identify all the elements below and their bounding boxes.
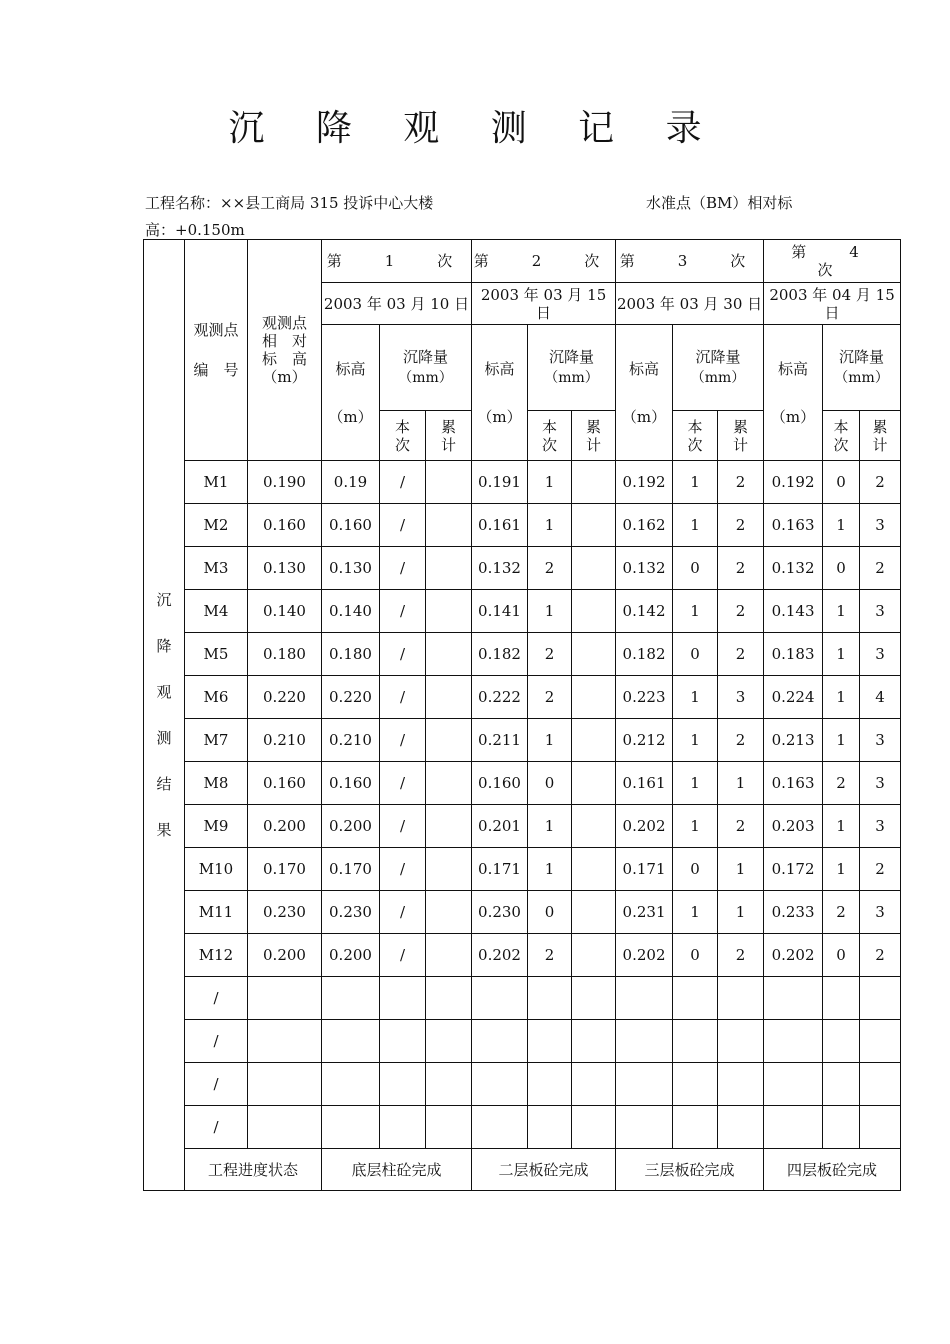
elev-cell: 0.141 [472,590,528,633]
point-id-cell: M11 [185,891,248,934]
cumulative-cell [572,461,616,504]
this-time-cell: 0 [823,547,860,590]
elev-header: 标高 （m） [764,325,823,461]
attempt-1-date: 2003 年 03 月 10 日 [322,283,472,325]
cumulative-cell [572,977,616,1020]
cumulative-cell [426,633,472,676]
side-label-char: 结 [156,775,172,793]
table-row [144,848,901,891]
cumulative-cell [426,1020,472,1063]
cumulative-cell [572,504,616,547]
this-time-cell: 1 [673,891,718,934]
cumulative-cell [572,891,616,934]
elev-cell: 0.172 [764,848,823,891]
table-row [144,590,901,633]
table-row [144,504,901,547]
cumulative-cell: 3 [860,590,901,633]
cumulative-cell: 2 [718,461,764,504]
this-time-cell [528,1106,572,1149]
this-time-cell: / [380,461,426,504]
elev-cell [616,1063,673,1106]
this-time-cell: 1 [673,590,718,633]
table-row [144,719,901,762]
table-row [144,1106,901,1149]
elev-cell: 0.213 [764,719,823,762]
attempt-3-header: 第 3 次 [616,240,764,283]
elev-cell: 0.231 [616,891,673,934]
cumulative-cell [426,1063,472,1106]
attempt-3-date: 2003 年 03 月 30 日 [616,283,764,325]
page-title: 沉 降 观 测 记 录 [228,108,722,149]
this-time-cell: 1 [673,719,718,762]
attempt-2-header: 第 2 次 [472,240,616,283]
this-time-cell: 0 [528,762,572,805]
side-label-char: 果 [156,821,172,839]
point-id-cell: / [185,1020,248,1063]
point-id-cell: M12 [185,934,248,977]
this-time-cell: 2 [528,934,572,977]
elev-header: 标高 （m） [322,325,380,461]
progress-status-cell: 四层板砼完成 [764,1149,901,1191]
elev-cell: 0.200 [322,805,380,848]
cumulative-cell: 1 [718,848,764,891]
cumulative-cell [426,676,472,719]
this-time-cell: 1 [823,848,860,891]
this-time-cell: 2 [528,547,572,590]
this-time-cell: 1 [823,633,860,676]
table-row [144,762,901,805]
point-id-cell: M4 [185,590,248,633]
elev-cell [764,1020,823,1063]
this-time-cell: / [380,633,426,676]
this-time-cell: 2 [823,891,860,934]
this-time-header: 本 次 [823,411,860,461]
elev-cell: 0.132 [764,547,823,590]
cumulative-cell [426,891,472,934]
rel-elev-header: 观测点 相 对 标 高 （m） [248,240,322,461]
rel-elev-cell: 0.130 [248,547,322,590]
elev-cell: 0.223 [616,676,673,719]
point-id-cell: M9 [185,805,248,848]
elev-cell [616,1106,673,1149]
side-label [144,240,185,1191]
this-time-cell [823,977,860,1020]
elev-cell: 0.171 [616,848,673,891]
point-id-cell: / [185,977,248,1020]
this-time-cell [673,1106,718,1149]
cumulative-cell [426,461,472,504]
elev-cell: 0.182 [472,633,528,676]
point-id-cell: M5 [185,633,248,676]
elev-cell: 0.143 [764,590,823,633]
elev-cell [472,1020,528,1063]
elev-cell: 0.211 [472,719,528,762]
cumulative-cell [572,590,616,633]
this-time-cell: 0 [673,848,718,891]
cumulative-cell: 3 [860,805,901,848]
elev-cell: 0.140 [322,590,380,633]
progress-status-cell: 三层板砼完成 [616,1149,764,1191]
elev-cell: 0.202 [764,934,823,977]
this-time-cell: 1 [673,676,718,719]
this-time-cell [673,977,718,1020]
table-row [144,1020,901,1063]
cumulative-cell: 2 [718,633,764,676]
side-label-char: 沉 [156,591,172,609]
elev-cell: 0.224 [764,676,823,719]
cumulative-cell: 2 [718,590,764,633]
cumulative-header: 累 计 [718,411,764,461]
this-time-cell: 1 [823,805,860,848]
elev-cell: 0.233 [764,891,823,934]
elev-cell [322,1020,380,1063]
benchmark-value: 高：+0.150m [145,221,245,239]
cumulative-header: 累 计 [572,411,616,461]
this-time-cell: 2 [823,762,860,805]
point-id-cell: M8 [185,762,248,805]
elev-cell: 0.163 [764,762,823,805]
this-time-header: 本 次 [673,411,718,461]
elev-cell: 0.161 [616,762,673,805]
table-row [144,891,901,934]
elev-cell [764,1106,823,1149]
settle-header: 沉降量 （mm） [673,325,764,411]
cumulative-cell [426,504,472,547]
cumulative-cell [718,1106,764,1149]
this-time-cell [380,1063,426,1106]
cumulative-cell [426,762,472,805]
cumulative-cell: 2 [718,805,764,848]
cumulative-cell [572,1020,616,1063]
cumulative-cell: 2 [718,547,764,590]
cumulative-cell: 3 [860,504,901,547]
cumulative-cell [426,590,472,633]
this-time-cell: 1 [528,848,572,891]
elev-cell [764,1063,823,1106]
cumulative-cell: 2 [718,934,764,977]
cumulative-cell [572,719,616,762]
cumulative-cell: 2 [860,547,901,590]
point-id-cell: M2 [185,504,248,547]
cumulative-cell: 3 [860,762,901,805]
rel-elev-cell: 0.190 [248,461,322,504]
elev-cell: 0.192 [616,461,673,504]
cumulative-cell [860,1020,901,1063]
rel-elev-cell: 0.210 [248,719,322,762]
elev-cell: 0.170 [322,848,380,891]
cumulative-cell [718,1020,764,1063]
cumulative-cell [426,719,472,762]
cumulative-cell [860,1063,901,1106]
table-row [144,977,901,1020]
cumulative-cell [860,1106,901,1149]
elev-cell: 0.161 [472,504,528,547]
this-time-cell: / [380,934,426,977]
cumulative-cell: 2 [860,934,901,977]
cumulative-cell [572,1063,616,1106]
this-time-cell [823,1020,860,1063]
this-time-cell: 0 [673,934,718,977]
rel-elev-cell [248,1020,322,1063]
elev-cell: 0.163 [764,504,823,547]
table-row [144,805,901,848]
cumulative-cell [572,547,616,590]
cumulative-cell [572,934,616,977]
this-time-cell: 1 [528,719,572,762]
this-time-cell [673,1063,718,1106]
elev-cell: 0.202 [616,805,673,848]
this-time-cell [528,1020,572,1063]
elev-cell: 0.182 [616,633,673,676]
cumulative-cell [572,676,616,719]
elev-cell [472,1106,528,1149]
rel-elev-cell: 0.170 [248,848,322,891]
cumulative-cell: 3 [860,719,901,762]
attempt-1-header: 第 1 次 [322,240,472,283]
elev-header: 标高 （m） [616,325,673,461]
elev-cell: 0.192 [764,461,823,504]
cumulative-cell: 3 [718,676,764,719]
this-time-cell: 0 [673,633,718,676]
this-time-cell: 1 [673,461,718,504]
cumulative-cell: 2 [860,848,901,891]
settle-header: 沉降量 （mm） [528,325,616,411]
elev-cell: 0.200 [322,934,380,977]
elev-cell: 0.202 [616,934,673,977]
rel-elev-cell: 0.160 [248,504,322,547]
elev-cell: 0.191 [472,461,528,504]
point-id-cell: M6 [185,676,248,719]
settle-header: 沉降量 （mm） [823,325,901,411]
rel-elev-cell [248,1063,322,1106]
progress-status-cell: 二层板砼完成 [472,1149,616,1191]
this-time-cell [823,1063,860,1106]
this-time-cell [380,977,426,1020]
this-time-cell: / [380,805,426,848]
cumulative-cell [426,848,472,891]
this-time-cell: 1 [673,805,718,848]
this-time-cell: 0 [528,891,572,934]
cumulative-cell: 4 [860,676,901,719]
elev-cell: 0.142 [616,590,673,633]
elev-cell [322,1063,380,1106]
elev-cell: 0.160 [322,504,380,547]
elev-cell: 0.201 [472,805,528,848]
side-label-char: 降 [156,637,172,655]
this-time-header: 本 次 [380,411,426,461]
this-time-cell: 0 [823,461,860,504]
cumulative-cell: 3 [860,891,901,934]
benchmark-label: 水准点（BM）相对标 [646,194,793,212]
this-time-cell: 1 [823,590,860,633]
elev-cell: 0.230 [472,891,528,934]
table-row [144,1063,901,1106]
cumulative-cell [572,805,616,848]
rel-elev-cell: 0.140 [248,590,322,633]
this-time-cell: 2 [528,633,572,676]
cumulative-cell [426,1106,472,1149]
progress-row [144,1149,901,1191]
cumulative-cell: 1 [718,762,764,805]
point-id-cell: / [185,1106,248,1149]
point-id-header: 观测点 编 号 [185,240,248,461]
point-id-cell: M1 [185,461,248,504]
this-time-cell: 1 [528,805,572,848]
this-time-cell: 1 [673,762,718,805]
table-row [144,461,901,504]
this-time-cell [528,1063,572,1106]
point-id-cell: M3 [185,547,248,590]
this-time-cell: / [380,676,426,719]
cumulative-cell [572,1106,616,1149]
rel-elev-cell [248,977,322,1020]
this-time-cell [673,1020,718,1063]
elev-cell: 0.222 [472,676,528,719]
rel-elev-cell: 0.200 [248,934,322,977]
elev-cell: 0.212 [616,719,673,762]
this-time-cell: 1 [673,504,718,547]
rel-elev-cell: 0.230 [248,891,322,934]
cumulative-header: 累 计 [860,411,901,461]
point-id-cell: / [185,1063,248,1106]
this-time-cell: / [380,590,426,633]
cumulative-cell [572,848,616,891]
cumulative-cell [426,547,472,590]
elev-cell [616,977,673,1020]
this-time-cell [823,1106,860,1149]
this-time-cell: / [380,891,426,934]
elev-header: 标高 （m） [472,325,528,461]
cumulative-cell: 1 [718,891,764,934]
progress-status-cell: 底层柱砼完成 [322,1149,472,1191]
settle-header: 沉降量 （mm） [380,325,472,411]
cumulative-cell [860,977,901,1020]
elev-cell [472,1063,528,1106]
elev-cell: 0.220 [322,676,380,719]
cumulative-cell: 2 [718,504,764,547]
cumulative-header: 累 计 [426,411,472,461]
elev-cell: 0.230 [322,891,380,934]
elev-cell [322,1106,380,1149]
elev-cell: 0.160 [322,762,380,805]
rel-elev-cell: 0.200 [248,805,322,848]
this-time-cell [380,1106,426,1149]
project-name: 工程名称：××县工商局 315 投诉中心大楼 [145,194,434,212]
this-time-cell: / [380,762,426,805]
elev-cell [322,977,380,1020]
elev-cell: 0.132 [472,547,528,590]
cumulative-cell [572,762,616,805]
elev-cell: 0.171 [472,848,528,891]
elev-cell: 0.183 [764,633,823,676]
cumulative-cell: 3 [860,633,901,676]
rel-elev-cell: 0.180 [248,633,322,676]
this-time-cell: / [380,719,426,762]
point-id-cell: M10 [185,848,248,891]
cumulative-cell [572,633,616,676]
elev-cell: 0.180 [322,633,380,676]
rel-elev-cell [248,1106,322,1149]
attempt-2-date: 2003 年 03 月 15 日 [472,283,616,325]
this-time-cell: / [380,504,426,547]
rel-elev-cell: 0.160 [248,762,322,805]
attempt-4-header: 第 4 次 [764,240,901,283]
elev-cell: 0.160 [472,762,528,805]
elev-cell: 0.162 [616,504,673,547]
elev-cell [616,1020,673,1063]
elev-cell: 0.130 [322,547,380,590]
this-time-cell: / [380,848,426,891]
this-time-cell: 0 [823,934,860,977]
this-time-cell [380,1020,426,1063]
side-label-char: 测 [156,729,172,747]
cumulative-cell [426,977,472,1020]
this-time-cell: 1 [823,504,860,547]
elev-cell: 0.202 [472,934,528,977]
table-row [144,934,901,977]
elev-cell: 0.132 [616,547,673,590]
elev-cell: 0.210 [322,719,380,762]
this-time-cell [528,977,572,1020]
this-time-cell: 1 [528,461,572,504]
this-time-cell: / [380,547,426,590]
this-time-cell: 1 [823,676,860,719]
cumulative-cell [426,805,472,848]
table-row [144,633,901,676]
elev-cell [472,977,528,1020]
this-time-cell: 0 [673,547,718,590]
this-time-cell: 1 [823,719,860,762]
progress-label: 工程进度状态 [185,1149,322,1191]
elev-cell [764,977,823,1020]
table-row [144,547,901,590]
this-time-cell: 1 [528,590,572,633]
this-time-cell: 2 [528,676,572,719]
cumulative-cell [718,977,764,1020]
rel-elev-cell: 0.220 [248,676,322,719]
attempt-4-date: 2003 年 04 月 15 日 [764,283,901,325]
cumulative-cell: 2 [860,461,901,504]
cumulative-cell: 2 [718,719,764,762]
this-time-cell: 1 [528,504,572,547]
cumulative-cell [426,934,472,977]
side-label-char: 观 [156,683,172,701]
table-row [144,676,901,719]
cumulative-cell [718,1063,764,1106]
elev-cell: 0.19 [322,461,380,504]
this-time-header: 本 次 [528,411,572,461]
point-id-cell: M7 [185,719,248,762]
elev-cell: 0.203 [764,805,823,848]
settlement-table [143,239,901,1191]
